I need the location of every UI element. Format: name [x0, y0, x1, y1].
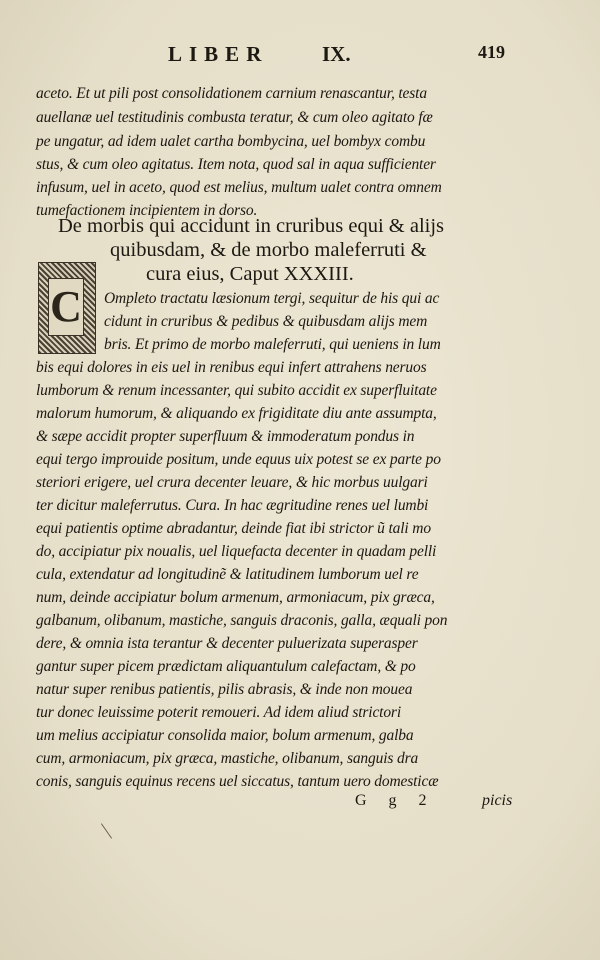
- text-line: gantur super picem prædictam aliquantulum calefactam, & po: [36, 658, 416, 675]
- text-line: tur donec leuissime poterit remoueri. Ad idem aliud strictori: [36, 704, 401, 721]
- initial-letter: C: [48, 278, 84, 336]
- text-line: do, accipiatur pix noualis, uel liquefacta decenter in quadam pelli: [36, 543, 437, 560]
- text-line: tumefactionem incipientem in dorso.: [36, 202, 258, 219]
- text-line: pe ungatur, ad idem ualet cartha bombycina, uel bombyx combu: [36, 133, 426, 150]
- chapter-title-line: quibusdam, & de morbo maleferruti &: [110, 239, 427, 261]
- text-line: galbanum, olibanum, mastiche, sanguis draconis, galla, æquali pon: [36, 612, 448, 629]
- running-head: LIBER: [168, 42, 269, 66]
- catchword: picis: [482, 792, 513, 809]
- text-line: stus, & cum oleo agitatus. Item nota, quod sal in aqua sufficienter: [36, 156, 436, 173]
- text-line: malorum humorum, & aliquando ex frigiditate diu ante assumpta,: [36, 405, 437, 422]
- text-line: equi tergo improuide positum, unde equus uix potest se ex parte po: [36, 451, 441, 468]
- signature-mark: G g 2: [355, 792, 436, 809]
- text-line: equi patientis optime abradantur, deinde fiat ibi strictor ũ tali mo: [36, 520, 431, 537]
- text-line: dere, & omnia ista terantur & decenter puluerizata superasper: [36, 635, 418, 652]
- text-line: infusum, uel in aceto, quod est melius, multum ualet contra omnem: [36, 179, 442, 196]
- text-line: natur super renibus patientis, pilis abrasis, & inde non moueа: [36, 681, 413, 698]
- ink-mark: [101, 823, 112, 838]
- chapter-title-line: De morbis qui accidunt in cruribus equi & alijs: [58, 215, 445, 237]
- book-numeral: IX.: [322, 42, 351, 66]
- text-line: um melius accipiatur consolida maior, bolum armenum, galba: [36, 727, 414, 744]
- text-line: steriori erigere, uel crura decenter leuare, & hic morbus uulgari: [36, 474, 428, 491]
- text-line: conis, sanguis equinus recens uel siccatus, tantum uero domesticæ: [36, 773, 439, 790]
- text-line: bis equi dolores in eis uel in renibus equi infert attrahens neruos: [36, 359, 427, 376]
- page-header: [0, 42, 600, 72]
- text-line: lumborum & renum incessanter, qui subito accidit ex superfluitate: [36, 382, 437, 399]
- decorated-initial: [38, 262, 96, 354]
- text-line-indented: Ompleto tractatu læsionum tergi, sequitur de his qui ac: [104, 290, 440, 307]
- text-line: auellanæ uel testitudinis combusta teratur, & cum oleo agitato fæ: [36, 109, 433, 126]
- text-line-indented: bris. Et primo de morbo maleferruti, qui ueniens in lum: [104, 336, 441, 353]
- text-line-indented: cidunt in cruribus & pedibus & quibusdam alijs mem: [104, 313, 428, 330]
- folio-number: 419: [478, 42, 505, 62]
- text-line: ter dicitur maleferrutus. Cura. In hac ægritudine renes uel lumbi: [36, 497, 429, 514]
- text-line: & sæpe accidit propter superfluum & immoderatum pondus in: [36, 428, 415, 445]
- text-line: cum, armoniacum, pix græca, mastiche, olibanum, sanguis dra: [36, 750, 419, 767]
- text-line: aceto. Et ut pili post consolidationem carnium renascantur, testa: [36, 85, 427, 102]
- text-line: cula, extendatur ad longitudinẽ & latitudinem lumborum uel re: [36, 566, 419, 583]
- text-line: num, deinde accipiatur bolum armenum, armoniacum, pix græca,: [36, 589, 435, 606]
- chapter-title-line: cura eius, Caput XXXIII.: [146, 263, 354, 285]
